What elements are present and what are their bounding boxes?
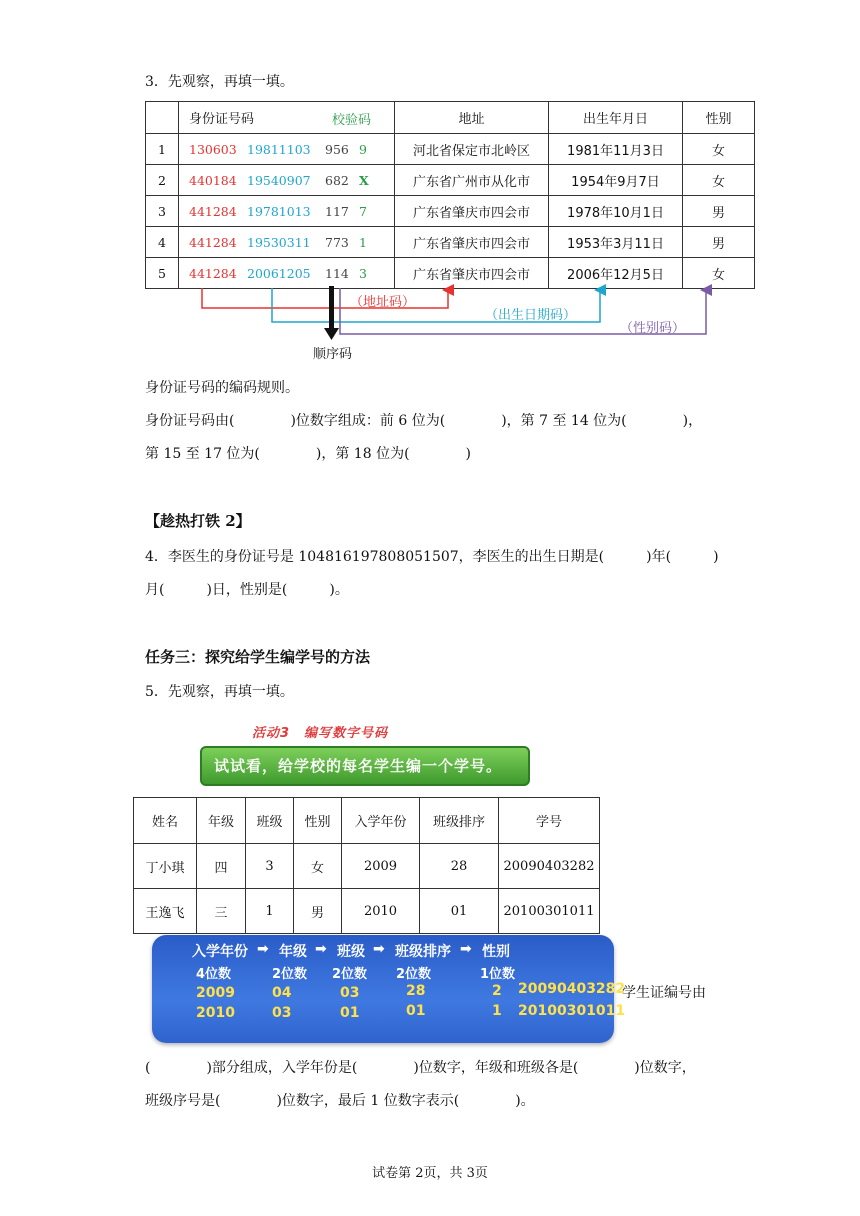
seq-code-arrow-shaft bbox=[329, 286, 334, 330]
row-address: 广东省肇庆市四会市 bbox=[395, 196, 549, 227]
date-code: 19530311 bbox=[247, 234, 311, 250]
row-address: 河北省保定市北岭区 bbox=[395, 134, 549, 165]
addr-code: 441284 bbox=[189, 265, 237, 281]
cell-gender: 男 bbox=[294, 889, 342, 934]
panel-digits-grade: 2位数 bbox=[272, 967, 308, 982]
header-class-order: 班级排序 bbox=[420, 798, 499, 844]
addr-code-label: （地址码） bbox=[350, 295, 416, 310]
cell-class-order: 01 bbox=[420, 889, 499, 934]
q5-side-text: 学生证编号由 bbox=[622, 985, 706, 1001]
id-number-table bbox=[145, 101, 755, 289]
row-birth: 1978年10月1日 bbox=[549, 196, 683, 227]
header-id-label: 身份证号码 bbox=[189, 112, 255, 127]
panel-r1-gender: 2 bbox=[492, 983, 502, 999]
check-code: X bbox=[359, 172, 369, 188]
row-birth: 1954年9月7日 bbox=[549, 165, 683, 196]
panel-h-grade: 年级 bbox=[279, 944, 307, 960]
cell-class: 1 bbox=[246, 889, 294, 934]
activity-title: 活动3 编写数字号码 bbox=[252, 726, 389, 741]
header-class: 班级 bbox=[246, 798, 294, 844]
cell-name: 丁小琪 bbox=[134, 844, 197, 889]
q3-title: 3．先观察，再填一填。 bbox=[145, 74, 294, 90]
cell-student-id: 20100301011 bbox=[499, 889, 600, 934]
panel-digits-class: 2位数 bbox=[332, 967, 368, 982]
row-birth: 1981年11月3日 bbox=[549, 134, 683, 165]
activity-banner: 试试看，给学校的每名学生编一个学号。 bbox=[200, 746, 530, 786]
q5-title: 5．先观察，再填一填。 bbox=[145, 684, 294, 700]
cell-enroll-year: 2009 bbox=[342, 844, 420, 889]
header-name: 姓名 bbox=[134, 798, 197, 844]
date-code: 19811103 bbox=[247, 141, 311, 157]
student-row bbox=[134, 844, 600, 889]
row-gender: 男 bbox=[683, 227, 755, 258]
header-no bbox=[146, 102, 179, 134]
arrow-icon: ➡ bbox=[460, 941, 472, 957]
seq-code: 773 bbox=[325, 234, 349, 250]
q5-line-2: 班级序号是( )位数字，最后 1 位数字表示( )。 bbox=[145, 1093, 535, 1109]
arrow-icon: ➡ bbox=[373, 941, 385, 957]
panel-r2-grade: 03 bbox=[272, 1005, 292, 1021]
panel-r2-gender: 1 bbox=[492, 1003, 502, 1019]
header-enroll-year: 入学年份 bbox=[342, 798, 420, 844]
header-student-id: 学号 bbox=[499, 798, 600, 844]
row-gender: 女 bbox=[683, 258, 755, 289]
row-birth: 2006年12月5日 bbox=[549, 258, 683, 289]
page-footer: 试卷第 2页，共 3页 bbox=[372, 1166, 488, 1181]
cell-gender: 女 bbox=[294, 844, 342, 889]
addr-code: 441284 bbox=[189, 203, 237, 219]
row-no: 2 bbox=[146, 165, 179, 196]
student-table-header bbox=[134, 798, 600, 844]
panel-r2-order: 01 bbox=[406, 1003, 426, 1019]
panel-r1-id: 20090403282 bbox=[518, 981, 626, 997]
check-code: 7 bbox=[359, 203, 367, 219]
panel-r1-class: 03 bbox=[340, 985, 360, 1001]
id-table-header bbox=[146, 102, 755, 134]
seq-code: 682 bbox=[325, 172, 349, 188]
row-no: 3 bbox=[146, 196, 179, 227]
seq-code-label: 顺序码 bbox=[313, 347, 353, 362]
row-gender: 男 bbox=[683, 196, 755, 227]
row-gender: 女 bbox=[683, 165, 755, 196]
row-id bbox=[179, 134, 395, 165]
q4-line-1: 4．李医生的身份证号是 104816197808051507，李医生的出生日期是( )年( ) bbox=[145, 549, 719, 565]
seq-code: 114 bbox=[325, 265, 349, 281]
row-id bbox=[179, 227, 395, 258]
q4-line-2: 月( )日，性别是( )。 bbox=[145, 582, 349, 598]
id-table-row bbox=[146, 165, 755, 196]
panel-r1-grade: 04 bbox=[272, 985, 292, 1001]
panel-r1-year: 2009 bbox=[196, 985, 235, 1001]
addr-code: 441284 bbox=[189, 234, 237, 250]
seq-code: 117 bbox=[325, 203, 349, 219]
rule-line-2: 第 15 至 17 位为( )，第 18 位为( ) bbox=[145, 446, 471, 462]
header-address: 地址 bbox=[395, 102, 549, 134]
encoding-panel bbox=[152, 935, 626, 1043]
row-address: 广东省肇庆市四会市 bbox=[395, 227, 549, 258]
arrow-icon: ➡ bbox=[315, 941, 327, 957]
check-code: 1 bbox=[359, 234, 367, 250]
addr-code: 130603 bbox=[189, 141, 237, 157]
student-table bbox=[133, 797, 600, 934]
panel-r1-order: 28 bbox=[406, 983, 426, 999]
row-no: 1 bbox=[146, 134, 179, 165]
id-table-row bbox=[146, 227, 755, 258]
row-birth: 1953年3月11日 bbox=[549, 227, 683, 258]
panel-h-enroll-year: 入学年份 bbox=[192, 944, 248, 960]
header-check-label: 校验码 bbox=[332, 113, 372, 128]
cell-enroll-year: 2010 bbox=[342, 889, 420, 934]
id-table-row bbox=[146, 134, 755, 165]
header-gender: 性别 bbox=[294, 798, 342, 844]
arrow-icon: ➡ bbox=[257, 941, 269, 957]
panel-r2-id: 20100301011 bbox=[518, 1003, 626, 1019]
panel-digits-enroll-year: 4位数 bbox=[196, 967, 232, 982]
cell-class-order: 28 bbox=[420, 844, 499, 889]
seq-code: 956 bbox=[325, 141, 349, 157]
cell-class: 3 bbox=[246, 844, 294, 889]
panel-h-class: 班级 bbox=[337, 944, 365, 960]
section3-title: 任务三：探究给学生编学号的方法 bbox=[145, 648, 371, 666]
q5-line-1: ( )部分组成，入学年份是( )位数字，年级和班级各是( )位数字， bbox=[145, 1060, 696, 1076]
cell-name: 王逸飞 bbox=[134, 889, 197, 934]
panel-h-gender: 性别 bbox=[482, 944, 510, 960]
date-code-label: （出生日期码） bbox=[485, 308, 577, 323]
check-code: 9 bbox=[359, 141, 367, 157]
header-birth: 出生年月日 bbox=[549, 102, 683, 134]
row-id bbox=[179, 165, 395, 196]
panel-digits-gender: 1位数 bbox=[480, 967, 516, 982]
row-address: 广东省广州市从化市 bbox=[395, 165, 549, 196]
row-id bbox=[179, 196, 395, 227]
rule-title: 身份证号码的编码规则。 bbox=[145, 380, 299, 396]
cell-grade: 三 bbox=[197, 889, 246, 934]
header-id bbox=[179, 102, 395, 134]
rule-line-1: 身份证号码由( )位数字组成：前 6 位为( )，第 7 至 14 位为( )， bbox=[145, 413, 703, 429]
addr-code: 440184 bbox=[189, 172, 237, 188]
row-no: 5 bbox=[146, 258, 179, 289]
row-gender: 女 bbox=[683, 134, 755, 165]
header-grade: 年级 bbox=[197, 798, 246, 844]
gender-code-label: （性别码） bbox=[620, 321, 686, 336]
date-code: 20061205 bbox=[247, 265, 311, 281]
cell-grade: 四 bbox=[197, 844, 246, 889]
section2-title: 【趁热打铁 2】 bbox=[145, 512, 251, 530]
seq-code-arrow-head bbox=[324, 328, 339, 340]
id-table-row bbox=[146, 196, 755, 227]
student-row bbox=[134, 889, 600, 934]
check-code: 3 bbox=[359, 265, 367, 281]
date-code: 19781013 bbox=[247, 203, 311, 219]
date-code: 19540907 bbox=[247, 172, 311, 188]
header-gender: 性别 bbox=[683, 102, 755, 134]
panel-h-class-order: 班级排序 bbox=[395, 944, 451, 960]
panel-r2-class: 01 bbox=[340, 1005, 360, 1021]
row-address: 广东省肇庆市四会市 bbox=[395, 258, 549, 289]
cell-student-id: 20090403282 bbox=[499, 844, 600, 889]
panel-r2-year: 2010 bbox=[196, 1005, 235, 1021]
panel-digits-class-order: 2位数 bbox=[396, 967, 432, 982]
row-no: 4 bbox=[146, 227, 179, 258]
